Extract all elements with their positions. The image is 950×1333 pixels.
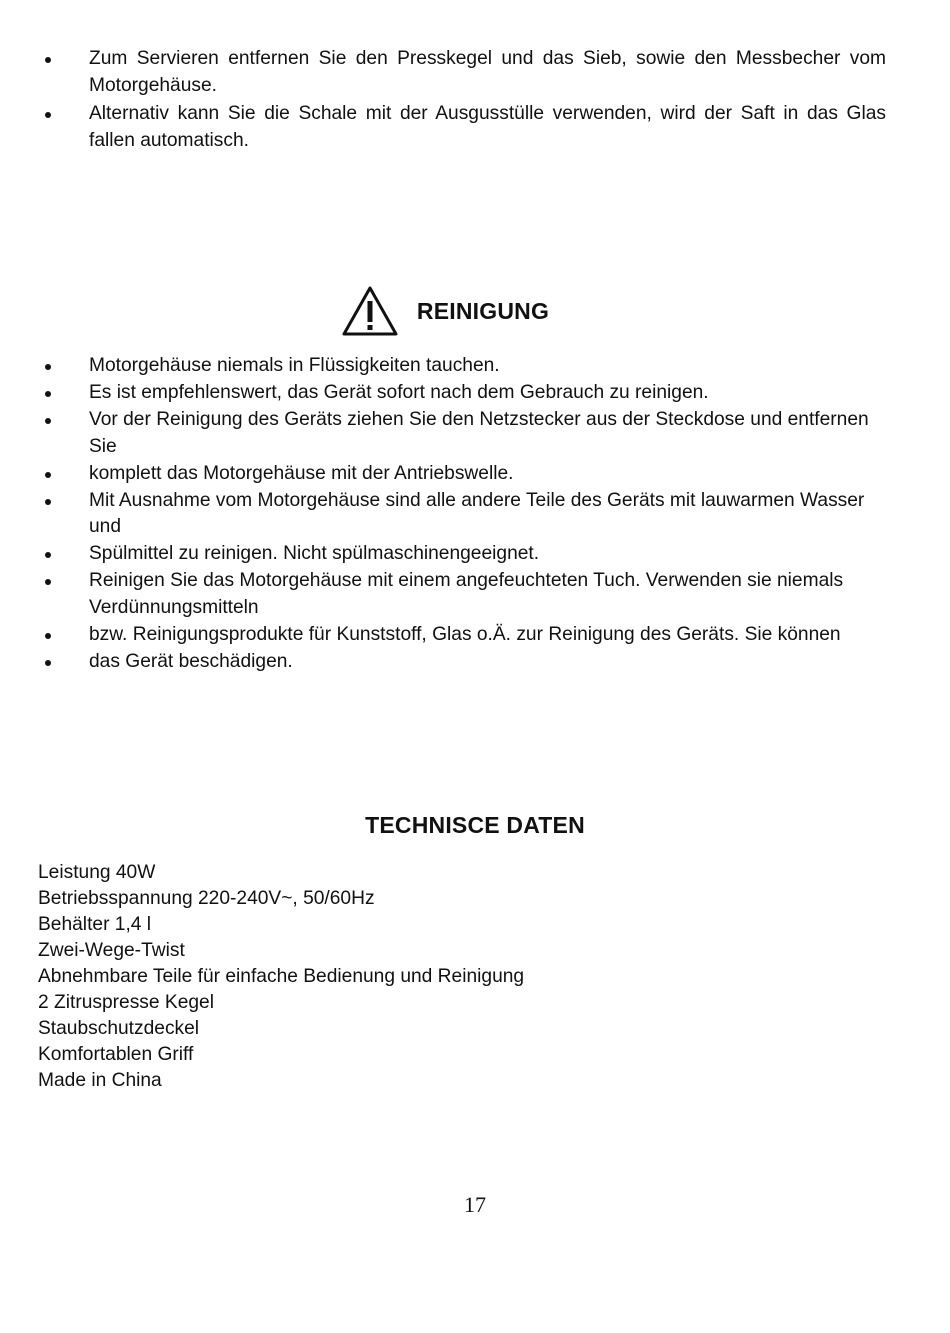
- bullet-icon: [45, 660, 51, 666]
- cleaning-heading: [0, 285, 950, 337]
- spec-item: Abnehmbare Teile für einfache Bedienung und Reinigung: [38, 966, 525, 987]
- bullet-text: komplett das Motorgehäuse mit der Antriebswelle.: [89, 462, 514, 484]
- bullet-icon: [45, 364, 51, 370]
- cleaning-instructions-list: [44, 353, 886, 676]
- list-item: [44, 353, 886, 380]
- bullet-icon: [45, 579, 51, 585]
- bullet-icon: [45, 57, 51, 63]
- list-item: [44, 649, 886, 676]
- spec-item: Staubschutzdeckel: [38, 1018, 200, 1039]
- bullet-icon: [45, 418, 51, 424]
- bullet-icon: [45, 499, 51, 505]
- bullet-text: bzw. Reinigungsprodukte für Kunststoff, Glas o.Ä. zur Reinigung des Geräts. Sie können: [89, 623, 841, 645]
- bullet-icon: [45, 552, 51, 558]
- section-title: REINIGUNG: [416, 297, 550, 324]
- spec-item: Komfortablen Griff: [38, 1044, 194, 1065]
- bullet-icon: [45, 391, 51, 397]
- bullet-text: Zum Servieren entfernen Sie den Presskegel und das Sieb, sowie den Messbecher vom Motorgehäuse.: [89, 48, 886, 96]
- spec-item: Betriebsspannung 220-240V~, 50/60Hz: [38, 888, 375, 909]
- list-item: [44, 101, 886, 154]
- spec-item: Behälter 1,4 l: [38, 914, 152, 935]
- list-item: [44, 622, 886, 649]
- bullet-text: Alternativ kann Sie die Schale mit der Ausgusstülle verwenden, wird der Saft in das Glas fallen automatisch.: [89, 103, 886, 151]
- bullet-icon: [45, 472, 51, 478]
- section-title: TECHNISCE DATEN: [365, 812, 585, 838]
- bullet-text: Es ist empfehlenswert, das Gerät sofort nach dem Gebrauch zu reinigen.: [89, 382, 709, 403]
- tech-data-heading: [0, 812, 950, 839]
- bullet-text: Motorgehäuse niemals in Flüssigkeiten tauchen.: [89, 355, 500, 376]
- list-item: [44, 407, 886, 460]
- bullet-text: Spülmittel zu reinigen. Nicht spülmaschinengeeignet.: [89, 543, 540, 564]
- bullet-text: das Gerät beschädigen.: [89, 650, 293, 672]
- bullet-icon: [45, 633, 51, 639]
- list-item: [44, 488, 886, 541]
- bullet-text: Reinigen Sie das Motorgehäuse mit einem angefeuchteten Tuch. Verwenden sie niemals Verdünnungsmitteln: [89, 570, 844, 618]
- serving-instructions-list: [44, 46, 886, 156]
- list-item: [44, 46, 886, 99]
- bullet-icon: [45, 112, 51, 118]
- spec-item: Leistung 40W: [38, 862, 156, 883]
- bullet-text: Vor der Reinigung des Geräts ziehen Sie den Netzstecker aus der Steckdose und entfernen Sie: [89, 409, 869, 457]
- warning-triangle-icon: [341, 285, 399, 337]
- tech-specs-list: [38, 860, 524, 1094]
- page-number: 17: [464, 1192, 486, 1217]
- list-item: [44, 541, 886, 568]
- list-item: [44, 461, 886, 488]
- spec-item: Made in China: [38, 1070, 162, 1091]
- list-item: [44, 380, 886, 407]
- bullet-text: Mit Ausnahme vom Motorgehäuse sind alle andere Teile des Geräts mit lauwarmen Wasser und: [89, 489, 865, 537]
- list-item: [44, 568, 886, 621]
- spec-item: 2 Zitruspresse Kegel: [38, 992, 214, 1013]
- spec-item: Zwei-Wege-Twist: [38, 940, 185, 961]
